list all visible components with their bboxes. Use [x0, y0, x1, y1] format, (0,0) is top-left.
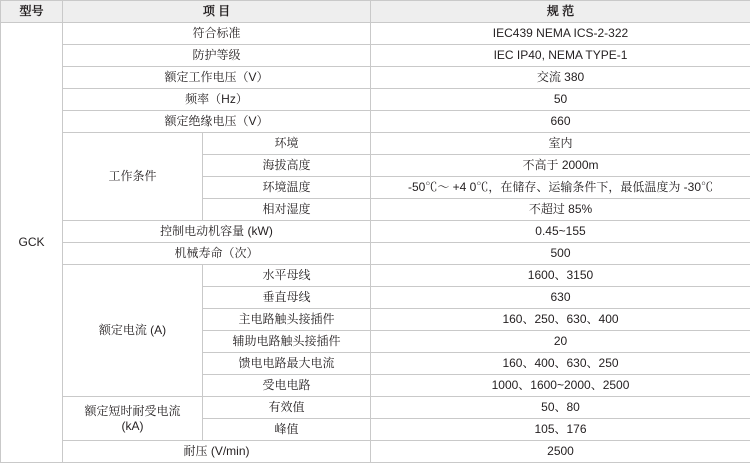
subrow-value: 160、250、630、400	[371, 309, 750, 331]
row-label: 额定绝缘电压（V）	[63, 111, 371, 133]
table-row	[1, 67, 750, 89]
header-item: 项 目	[63, 1, 371, 23]
table-row	[1, 265, 750, 287]
group-label-working-conditions: 工作条件	[63, 133, 203, 221]
subrow-value: 20	[371, 331, 750, 353]
table-row	[1, 397, 750, 419]
table-row	[1, 45, 750, 67]
subrow-label: 辅助电路触头接插件	[203, 331, 371, 353]
subrow-label: 有效值	[203, 397, 371, 419]
table-row	[1, 23, 750, 45]
subrow-value: 50、80	[371, 397, 750, 419]
subrow-label: 环境	[203, 133, 371, 155]
subrow-value: 105、176	[371, 419, 750, 441]
subrow-value: 160、400、630、250	[371, 353, 750, 375]
subrow-label: 环境温度	[203, 177, 371, 199]
row-label: 机械寿命（次）	[63, 243, 371, 265]
table-row	[1, 221, 750, 243]
subrow-label: 海拔高度	[203, 155, 371, 177]
subrow-value: 1600、3150	[371, 265, 750, 287]
subrow-value: -50℃～ +4 0℃，在储存、运输条件下，最低温度为 -30℃	[371, 177, 750, 199]
subrow-label: 受电电路	[203, 375, 371, 397]
row-label: 控制电动机容量 (kW)	[63, 221, 371, 243]
row-value: 660	[371, 111, 750, 133]
row-label: 额定工作电压（V）	[63, 67, 371, 89]
row-label: 防护等级	[63, 45, 371, 67]
row-label: 频率（Hz）	[63, 89, 371, 111]
subrow-label: 主电路触头接插件	[203, 309, 371, 331]
subrow-value: 室内	[371, 133, 750, 155]
row-value: IEC IP40, NEMA TYPE-1	[371, 45, 750, 67]
subrow-value: 1000、1600~2000、2500	[371, 375, 750, 397]
table-row	[1, 89, 750, 111]
row-value: 0.45~155	[371, 221, 750, 243]
table-row	[1, 133, 750, 155]
row-value: IEC439 NEMA ICS-2-322	[371, 23, 750, 45]
table-row	[1, 111, 750, 133]
subrow-label: 峰值	[203, 419, 371, 441]
group-label-rated-current: 额定电流 (A)	[63, 265, 203, 397]
row-label: 耐压 (V/min)	[63, 441, 371, 463]
subrow-label: 相对湿度	[203, 199, 371, 221]
table-row	[1, 243, 750, 265]
header-spec: 规 范	[371, 1, 750, 23]
group-label-line1: 额定短时耐受电流	[84, 404, 180, 418]
subrow-label: 水平母线	[203, 265, 371, 287]
table-header-row	[1, 1, 750, 23]
row-value: 2500	[371, 441, 750, 463]
header-model: 型号	[1, 1, 63, 23]
subrow-label: 馈电电路最大电流	[203, 353, 371, 375]
subrow-value: 不超过 85%	[371, 199, 750, 221]
row-value: 交流 380	[371, 67, 750, 89]
table-row	[1, 441, 750, 463]
model-value: GCK	[1, 23, 63, 463]
group-label-line2: (kA)	[122, 419, 144, 433]
subrow-value: 630	[371, 287, 750, 309]
row-value: 500	[371, 243, 750, 265]
row-value: 50	[371, 89, 750, 111]
row-label: 符合标准	[63, 23, 371, 45]
subrow-label: 垂直母线	[203, 287, 371, 309]
group-label-short-time-withstand-current	[63, 397, 203, 441]
subrow-value: 不高于 2000m	[371, 155, 750, 177]
